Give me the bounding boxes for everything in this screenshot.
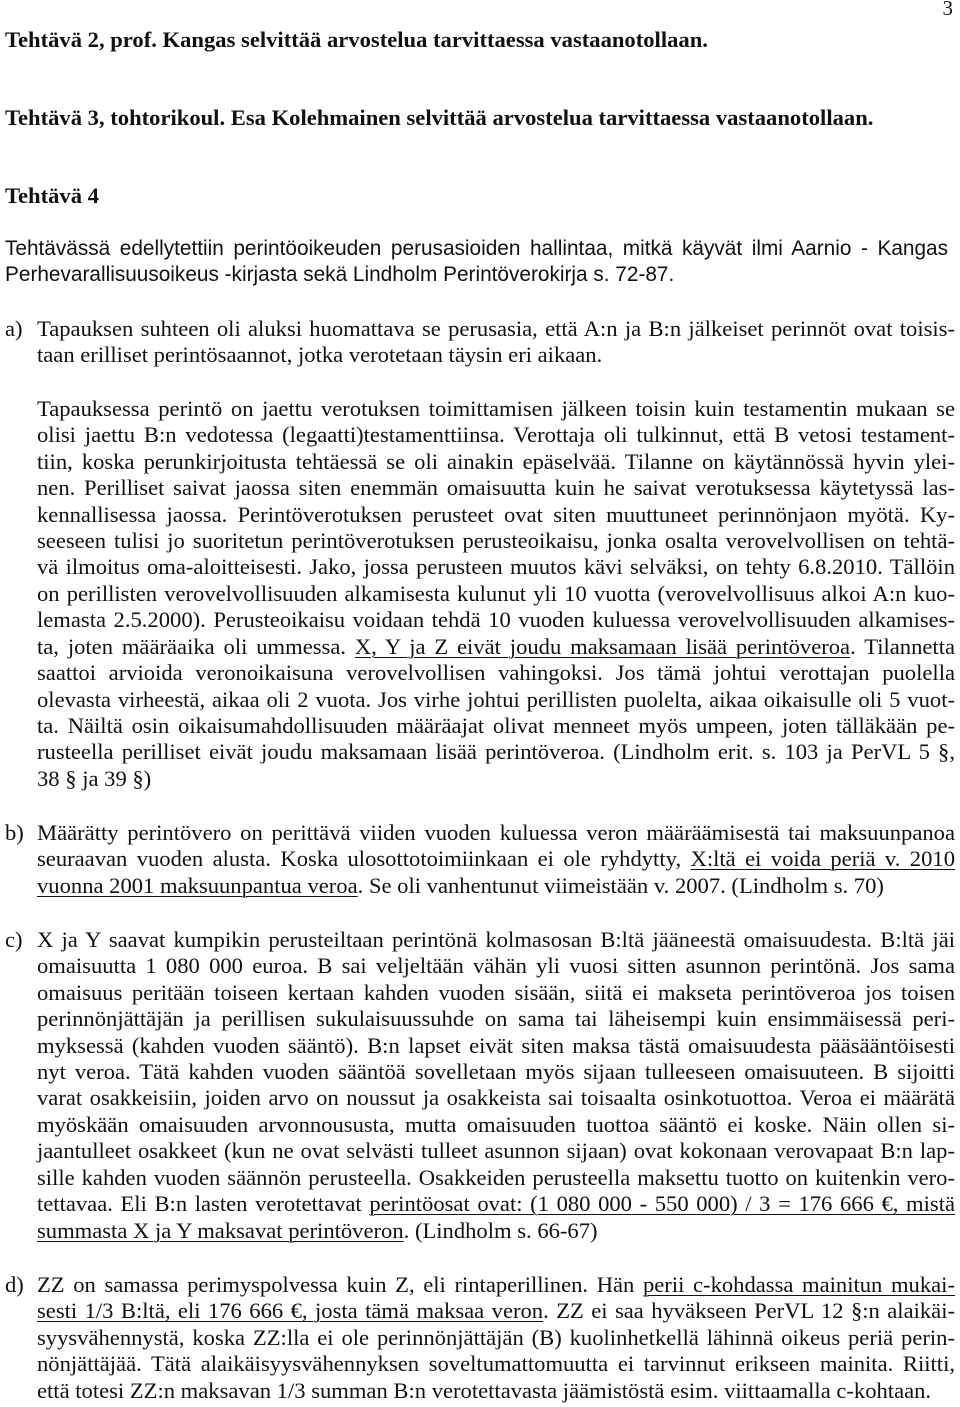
text-line: Tehtävässä edellytettiin perintöoikeuden perusasioiden hallintaa, mitkä käyvät ilmi Aarnio - Kangas bbox=[5, 237, 948, 260]
section-a-paragraph-2 bbox=[37, 396, 955, 793]
underlined-text: summasta X ja Y maksavat perintöveron bbox=[37, 1217, 404, 1243]
underlined-text: X:ltä ei voida periä v. 2010 bbox=[690, 846, 955, 872]
section-b-label: b) bbox=[5, 819, 24, 845]
text-segment: seuraavan vuoden alusta. Koska ulosottotoimiinkaan ei ole ryhdytty, bbox=[37, 846, 691, 872]
text-line: ta. Näiltä osin oikaisumahdollisuuden määräajat olivat menneet myös umpeen, joten tälläkään pe- bbox=[37, 713, 955, 739]
section-d-label: d) bbox=[5, 1271, 24, 1297]
text-line: nen. Perilliset saivat jaossa siten enemmän omaisuutta kuin he saivat verotuksessa käytetyssä las- bbox=[37, 475, 955, 501]
section-c-paragraph bbox=[37, 927, 955, 1244]
underlined-text: perii c-kohdassa mainitun mukai- bbox=[642, 1271, 955, 1297]
text-line: on perillisten verovelvollisuuden alkamisesta kulunut yli 10 vuotta (verovelvollisuus alkoi A:n kuo- bbox=[37, 580, 955, 606]
text-line: olisi jaettu B:n vedotessa (legaatti)testamenttiinsa. Verottaja oli tulkinnut, että B vetosi testament- bbox=[37, 422, 955, 448]
text-line: taan erilliset perintösaannot, jotka verotetaan täysin eri aikaan. bbox=[37, 342, 603, 368]
text-line bbox=[37, 873, 955, 899]
text-line bbox=[37, 634, 955, 660]
text-line: X ja Y saavat kumpikin perusteiltaan perintönä kolmasosan B:ltä jääneestä omaisuudesta. B:ltä jäi bbox=[37, 926, 955, 952]
page-number: 3 bbox=[942, 0, 953, 20]
section-a-label: a) bbox=[5, 315, 23, 341]
text-segment: . Tilannetta bbox=[850, 633, 955, 659]
text-line: jaantulleet osakkeet (kun ne ovat selvästi tulleet asunnon sijaan) ovat kokonaan verovapaat B:n lap- bbox=[37, 1138, 955, 1164]
text-line: vä ilmoitus oma-aloitteisesti. Jako, jossa perusteen muutos kävi selväksi, on tehty 6.8.2010. Tällöin bbox=[37, 554, 955, 580]
text-line: Tapauksessa perintö on jaettu verotuksen toimittamisen jälkeen toisin kuin testamentin mukaan se bbox=[37, 395, 955, 421]
section-b bbox=[0, 820, 960, 899]
text-segment: . (Lindholm s. 66-67) bbox=[403, 1217, 598, 1243]
text-line: olevasta virheestä, aikaa oli 2 vuota. Jos virhe johtui perillisten puolelta, aikaa oikaisulle oli 5 vuot- bbox=[37, 686, 955, 712]
text-line: lemasta 2.5.2000). Perusteoikaisu voidaan tehdä 10 vuoden kuluessa verovelvollisuuden alkamises- bbox=[37, 607, 955, 633]
section-c bbox=[0, 927, 960, 1244]
text-line: myöskään omaisuuden arvonnoususta, mutta omaisuuden tuottoa sääntö ei koske. Näin ollen si- bbox=[37, 1111, 955, 1137]
task-4-heading: Tehtävä 4 bbox=[5, 182, 99, 208]
text-line bbox=[37, 1272, 955, 1298]
text-line: Määrätty perintövero on perittävä viiden vuoden kuluessa veron määräämisestä tai maksuunpanoa bbox=[37, 819, 955, 845]
text-line bbox=[37, 1298, 955, 1324]
section-a bbox=[0, 316, 960, 369]
underlined-text: vuonna 2001 maksuunpantua veroa bbox=[37, 872, 358, 898]
text-line: kennallisessa jaossa. Perintöverotuksen perusteet ovat siten muuttuneet perinnönjaon myötä. Ky- bbox=[37, 501, 955, 527]
underlined-text: perintöosat ovat: (1 080 000 - 550 000) / 3 = 176 666 €, mistä bbox=[369, 1191, 955, 1217]
text-line: syysvähennystä, koska ZZ:lla ei ole perinnönjättäjän (B) kuolinhetkellä lähinnä oikeus periä perin- bbox=[37, 1324, 955, 1350]
task-3-line: Tehtävä 3, tohtorikoul. Esa Kolehmainen selvittää arvostelua tarvittaessa vastaanotollaan. bbox=[5, 104, 874, 130]
text-line: saattoi arvioida veronoikaisuna verovelvollisen vahingoksi. Jos tämä johtui verottajan puolella bbox=[37, 660, 955, 686]
text-line bbox=[37, 846, 955, 872]
section-a-paragraph-1 bbox=[37, 316, 955, 369]
text-line: varat osakkeisiin, joiden arvo on noussut ja osakkeista sai toisaalta osinkotuottoa. Veroa ei määrätä bbox=[37, 1085, 955, 1111]
text-line bbox=[37, 1218, 955, 1244]
text-line: tiin, koska perunkirjoitusta tehtäessä se oli ainakin epäselvää. Tilanne on käytännössä hyvin ylei- bbox=[37, 448, 955, 474]
section-c-label: c) bbox=[5, 926, 23, 952]
text-segment: . ZZ ei saa hyväkseen PerVL 12 §:n alaikäi- bbox=[543, 1298, 955, 1324]
text-segment: ZZ on samassa perimyspolvessa kuin Z, eli rintaperillinen. Hän bbox=[37, 1271, 643, 1297]
text-line: että totesi ZZ:n maksavan 1/3 summan B:n verotettavasta jäämistöstä esim. viittaamalla c-kohtaan. bbox=[37, 1377, 932, 1403]
underlined-text: sesti 1/3 B:ltä, eli 176 666 €, josta tämä maksaa veron bbox=[37, 1298, 544, 1324]
text-line: omaisuutta 1 080 000 euroa. B sai veljeltään vähän yli vuosi sitten asunnon perintönä. Jos sama bbox=[37, 953, 955, 979]
text-segment: ta, joten määräaika oli ummessa. bbox=[37, 633, 355, 659]
text-line: nönjättäjää. Tätä alaikäisyysvähennyksen soveltumattomuutta ei tarvinnut erikseen mainita. Riitti, bbox=[37, 1351, 955, 1377]
text-line: nyt veroa. Tätä kahden vuoden sääntöä sovelletaan myös sijaan tulleeseen omaisuuteen. B sijoitti bbox=[37, 1058, 955, 1084]
text-line: seeseen tulisi jo suoritetun perintöverotuksen perusteoikaisu, jonka osalta verovelvollisen on tehtä- bbox=[37, 527, 955, 553]
task-2-line: Tehtävä 2, prof. Kangas selvittää arvostelua tarvittaessa vastaanotollaan. bbox=[5, 26, 708, 52]
section-d bbox=[0, 1272, 960, 1404]
text-line: 38 § ja 39 §) bbox=[37, 765, 152, 791]
text-segment: . Se oli vanhentunut viimeistään v. 2007. (Lindholm s. 70) bbox=[357, 872, 884, 898]
text-line: omaisuus peritään toiseen kertaan kahden vuoden sisään, siitä ei makseta perintöveroa jos toisen bbox=[37, 979, 955, 1005]
text-line bbox=[37, 1191, 955, 1217]
text-line: Perhevarallisuusoikeus -kirjasta sekä Lindholm Perintöverokirja s. 72-87. bbox=[5, 263, 675, 286]
section-b-paragraph bbox=[37, 820, 955, 899]
text-line: Tapauksen suhteen oli aluksi huomattava se perusasia, että A:n ja B:n jälkeiset perinnöt ovat toisis- bbox=[37, 315, 955, 341]
text-line: myksessä (kahden vuoden sääntö). B:n lapset eivät siten maksa tästä omaisuudesta pääsääntöisesti bbox=[37, 1032, 955, 1058]
text-line: rusteella perilliset eivät joudu maksamaan lisää perintöveroa. (Lindholm erit. s. 103 ja PerVL 5 §, bbox=[37, 739, 955, 765]
text-line: sille kahden vuoden säännön perusteella. Osakkeiden perusteella maksettu tuotto on kuitenkin vero- bbox=[37, 1164, 955, 1190]
text-line: perinnönjättäjän ja perillisen sukulaisuussuhde on sama tai läheisempi kuin ensimmäisessä peri- bbox=[37, 1006, 955, 1032]
text-segment: tettavaa. Eli B:n lasten verotettavat bbox=[37, 1191, 370, 1217]
underlined-text: X, Y ja Z eivät joudu maksamaan lisää perintöveroa bbox=[354, 633, 851, 659]
section-d-paragraph bbox=[37, 1272, 955, 1404]
intro-paragraph bbox=[5, 236, 948, 288]
